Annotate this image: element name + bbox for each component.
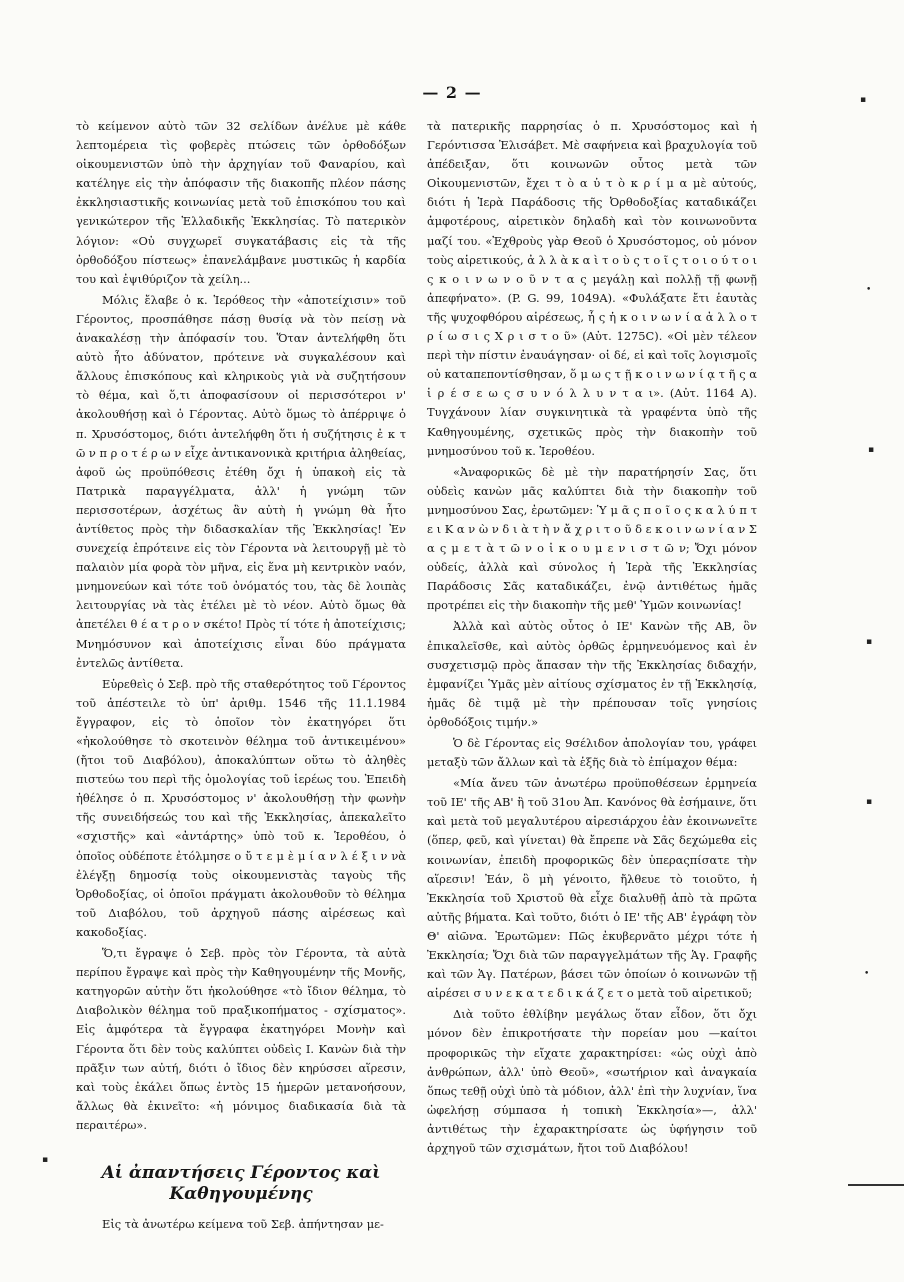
scan-line	[848, 1184, 904, 1186]
page-number: — 2 —	[422, 83, 482, 102]
paragraph: Ὁ δὲ Γέροντας εἰς 9σέλιδον ἀπολογίαν του, γράφει μεταξὺ τῶν ἄλλων καὶ τὰ ἑξῆς διὰ τὸ ἐπίμαχον θέμα:	[427, 736, 757, 770]
scan-speck: ▪	[866, 637, 873, 647]
paragraph: τὸ κείμενον αὐτὸ τῶν 32 σελίδων ἀνέλυε μὲ κάθε λεπτομέρεια τὶς φοβερὲς πτώσεις τῶν ὀρθοδόξων οἰκουμενιστῶν ὑπὸ τὴν ἀρχηγίαν τοῦ Φαναρίου, καὶ κατέληγε εἰς τὴν ἀπόφασιν τῆς διακοπῆς πλέον πάσης ἐκκλησιαστικῆς κοινωνίας μετὰ τοῦ ἐπισκόπου του καὶ γενικώτερον τῆς Ἑλλαδικῆς Ἐκκλησίας. Τὸ πατερικὸν λόγιον: «Οὐ συγχωρεῖ συγκατάβασις εἰς τὰ τῆς ὀρθοδόξου πίστεως» ἐπανελάμβανε μυστικῶς ἡ καρδία του καὶ ἐψιθύριζον τὰ χείλη...	[76, 119, 406, 286]
scan-speck: ▪	[866, 797, 873, 807]
paragraph: «Μία ἄνευ τῶν ἀνωτέρω προϋποθέσεων ἑρμηνεία τοῦ ΙΕ' τῆς ΑΒ' ἢ τοῦ 31ου Ἀπ. Κανόνος θὰ ἐσήμαινε, ὅτι καὶ μετὰ τοῦ μεγαλυτέρου αἱρεσιάρχου ἐὰν ἐκοινωνεῖτε (ὅπερ, φεῦ, καὶ γίνεται) θὰ ἔπρεπε νὰ Σᾶς δεχώμεθα εἰς κοινωνίαν, ἐπειδὴ προφορικῶς δὲν ὑπεραςπίσατε τὴν αἵρεσιν! Ἐάν, ὃ μὴ γένοιτο, ἤλθευε τὸ τοιοῦτο, ἡ Ἐκκλησία τοῦ Χριστοῦ θὰ εἶχε διαλυθῇ ἀπὸ τὰ πρῶτα αὐτῆς βήματα. Καὶ τοῦτο, διότι ὁ ΙΕ' τῆς ΑΒ' ἐγράφη τὸν Θ' αἰῶνα. Ἐρωτῶμεν: Πῶς ἐκυβερνᾶτο μέχρι τότε ἡ Ἐκκλησία; Ὄχι διὰ τῶν παραγγελμάτων τῆς Ἁγ. Γραφῆς καὶ τῶν Ἁγ. Πατέρων, βάσει τῶν ὁποίων ὁ κοινωνῶν τῇ αἱρέσει σ υ ν ε κ α τ ε δ ι κ ά ζ ε τ ο μετὰ τοῦ αἱρετικοῦ;	[427, 776, 757, 1001]
scan-speck: ▪	[860, 95, 867, 105]
section-heading	[76, 1163, 406, 1205]
left-column	[76, 117, 406, 1234]
paragraph: Ὅ,τι ἔγραψε ὁ Σεβ. πρὸς τὸν Γέροντα, τὰ αὐτὰ περίπου ἔγραψε καὶ πρὸς τὴν Καθηγουμένην τῆς Μονῆς, κατηγορῶν αὐτὴν ὅτι ἠκολούθησε «τὸ ἴδιον θέλημα, τὸ Διαβολικὸν θέλημα τοῦ πραξικοπήματος - σχίσματος». Εἰς ἀμφότερα τὰ ἔγγραφα ἐκατηγόρει Μονὴν καὶ Γέροντα ὅτι δὲν τοὺς καλύπτει οὐδεὶς Ι. Κανὼν διὰ τὴν πρᾶξιν των αὐτή, διότι ὁ ἴδιος δὲν κηρύσσει αἵρεσιν, καὶ τοὺς ἐκάλει ὅπως ἐντὸς 15 ἡμερῶν μετανοήσουν, ἄλλως θὰ ἐκινεῖτο: «ἡ μόνιμος διαδικασία διὰ τὰ περαιτέρω».	[76, 946, 406, 1132]
paragraph: «Ἀναφορικῶς δὲ μὲ τὴν παρατήρησίν Σας, ὅτι οὐδεὶς κανὼν μᾶς καλύπτει διὰ τὴν διακοπὴν τοῦ μνημοσύνου Σας, ἐρωτῶμεν: Ὑ μ ᾶ ς π ο ῖ ο ς κ α λ ύ π τ ε ι Κ α ν ὼ ν δ ι ὰ τ ὴ ν ἄ χ ρ ι τ ο ῦ δ ε κ ο ι ν ω ν ί α ν Σ α ς μ ε τ ὰ τ ῶ ν ο ἰ κ ο υ μ ε ν ι σ τ ῶ ν; Ὄχι μόνον οὐδείς, ἀλλὰ καὶ σύνολος ἡ Ἱερὰ τῆς Ἐκκλησίας Παράδοσις Σᾶς καταδικάζει, ἐνῷ ἀντιθέτως ἡμᾶς προτρέπει εἰς τὴν διακοπὴν τῆς μεθ' Ὑμῶν κοινωνίας!	[427, 464, 757, 613]
scan-speck: •	[866, 285, 872, 295]
scan-speck: •	[864, 969, 870, 979]
paragraph: Εἰς τὰ ἀνωτέρω κείμενα τοῦ Σεβ. ἀπήντησαν με-	[102, 1216, 384, 1231]
paragraph: Ἀλλὰ καὶ αὐτὸς οὗτος ὁ ΙΕ' Κανὼν τῆς ΑΒ, ὃν ἐπικαλεῖσθε, καὶ αὐτὸς ὀρθῶς ἑρμηνευόμενος καὶ ἐν συσχετισμῷ πρὸς ἅπασαν τὴν τῆς Ἐκκλησίας διδαχήν, ἐμφανίζει Ὑμᾶς μὲν αἰτίους σχίσματος ἐν τῇ Ἐκκλησίᾳ, ἡμᾶς δὲ τιμᾷ μὲ τὴν πρέπουσαν τοῖς γνησίοις ὀρθοδόξοις τιμήν.»	[427, 619, 757, 729]
section-heading-line: Αἱ ἀπαντήσεις Γέροντος καὶ	[101, 1162, 381, 1183]
scan-speck: ▪	[868, 445, 875, 455]
paragraph: Εὑρεθεὶς ὁ Σεβ. πρὸ τῆς σταθερότητος τοῦ Γέροντος τοῦ ἀπέστειλε τὸ ὑπ' ἀριθμ. 1546 τῆς 11.1.1984 ἔγγραφον, εἰς τὸ ὁποῖον τὸν ἐκατηγόρει ὅτι «ἠκολούθησε τὸ σκοτεινὸν θέλημα τοῦ ἀντικειμένου» (ἤτοι τοῦ Διαβόλου), ἀποκαλύπτων οὕτω τὸ ἀληθὲς πιστεύω του περὶ τῆς ὁμολογίας τοῦ ἱερέως του. Ἐπειδὴ ἠθέλησε ὁ π. Χρυσόστομος ν' ἀκολουθήσῃ τὴν φωνὴν τῆς συνειδήσεώς του καὶ τῆς Ἐκκλησίας, ἀπεκαλεῖτο «σχιστῆς» καὶ «ἀντάρτης» ὑπὸ τοῦ κ. Ἱεροθέου, ὁ ὁποῖος οὐδέποτε ἐτόλμησε ο ὔ τ ε μ ὲ μ ί α ν λ έ ξ ι ν νὰ ἐλέγξῃ δημοσίᾳ τοὺς οἰκουμενιστὰς ταγοὺς τῆς Ὀρθοδοξίας, οἱ ὁποῖοι πράγματι ἀκολουθοῦν τὸ θέλημα τοῦ Διαβόλου, τοῦ ἀρχηγοῦ πάσης αἱρέσεως καὶ κακοδοξίας.	[76, 676, 406, 939]
section-heading-line: Καθηγουμένης	[169, 1183, 313, 1204]
paragraph: Διὰ τοῦτο ἐθλίβην μεγάλως ὅταν εἶδον, ὅτι ὄχι μόνον δὲν ἐπικροτήσατε τὴν πορείαν μου —καίτοι προφορικῶς τὴν εἴχατε χαρακτηρίσει: «ὡς οὐχὶ ἀπὸ ἀνθρώπων, ἀλλ' ὑπὸ Θεοῦ», «σωτήριον καὶ ἀναγκαία ὅπως τεθῇ οὐχὶ ὑπὸ τὰ μόδιον, ἀλλ' ἐπὶ τὴν λυχνίαν, ἵνα ὠφελήσῃ σύμπασα ἡ τοπικὴ Ἐκκλησία»—, ἀλλ' ἀντιθέτως τὴν ἐχαρακτηρίσατε ὡς ὑφήγησιν τοῦ ἀρχηγοῦ τῶν σχισμάτων, ἤτοι τοῦ Διαβόλου!	[427, 1007, 757, 1155]
right-column	[427, 117, 757, 1158]
scan-speck: ▪	[42, 1155, 49, 1165]
paragraph: Μόλις ἔλαβε ὁ κ. Ἱερόθεος τὴν «ἀποτείχισιν» τοῦ Γέροντος, προσπάθησε πάσῃ θυσίᾳ νὰ τὸν πείσῃ νὰ ἀνακαλέσῃ τὴν ἀπόφασίν του. Ὅταν ἀντελήφθη ὅτι αὐτὸ ἦτο ἀδύνατον, πρότεινε νὰ συγκαλέσουν καὶ ἄλλους ἐπισκόπους καὶ κληρικοὺς γιὰ νὰ συζητήσουν τὸ θέμα, καὶ ὅ,τι ἀποφασίσουν οἱ περισσότεροι ν' ἀκολουθήσῃ καὶ ὁ Γέροντας. Αὐτὸ ὅμως τὸ ἀπέρριψε ὁ π. Χρυσόστομος, διότι ἀντελήφθη ὅτι ἡ συζήτησις ἐ κ τ ῶ ν π ρ ο τ έ ρ ω ν εἶχε ἀντικανονικὰ κριτήρια ἀληθείας, ἀφοῦ ὡς προϋπόθεσις ἐτέθη ὄχι ἡ ὑπακοὴ εἰς τὰ Πατρικὰ παραγγέλματα, ἀλλ' ἡ γνώμη τῶν περισσοτέρων, ἀσχέτως ἂν αὐτὴ ἡ γνώμη θὰ ἦτο ἀντίθετος πρὸς τὴν διδασκαλίαν τῆς Ἐκκλησίας! Ἐν συνεχείᾳ ἐπρότεινε εἰς τὸν Γέροντα νὰ λειτουργῇ μὲ τὸ παλαιὸν μία φορὰ τὸν μῆνα, εἰς ἕνα μὴ κεντρικὸν ναόν, μνημονεύων καὶ τότε τοῦ ὀνόματός του, τὰς δὲ λοιπὰς λειτουργίας νὰ τὰς ἐτέλει μὲ τὸ νέον. Αὐτὸ ὅμως θὰ ἀπετέλει θ έ α τ ρ ο ν σκέτο! Πρὸς τί τότε ἡ ἀποτείχισις; Μνημόσυνον καὶ ἀποτείχισις εἶναι δύο πράγματα ἐντελῶς ἀντίθετα.	[76, 292, 406, 670]
paragraph: τὰ πατερικῆς παρρησίας ὁ π. Χρυσόστομος καὶ ἡ Γερόντισσα Ἐλισάβετ. Μὲ σαφήνεια καὶ βραχυλογία τοῦ ἀπέδειξαν, ὅτι κοινωνῶν οὗτος μετὰ τῶν Οἰκουμενιστῶν, ἔχει τ ὸ α ὐ τ ὸ κ ρ ί μ α μὲ αὐτούς, διότι ἡ Ἱερὰ Παράδοσις τῆς Ὀρθοδοξίας καταδικάζει ἀμφοτέρους, αἱρετικὸν δηλαδὴ καὶ τὸν κοινωνοῦντα μαζί του. «Ἐχθροὺς γὰρ Θεοῦ ὁ Χρυσόστομος, οὐ μόνον τοὺς αἱρετικούς, ἀ λ λ ὰ κ α ὶ τ ο ὺ ς τ ο ῖ ς τ ο ι ο ύ τ ο ι ς κ ο ι ν ω ν ο ῦ ν τ α ς μεγάλῃ καὶ πολλῇ τῇ φωνῇ ἀπεφήνατο». (P. G. 99, 1049A). «Φυλάξατε ἔτι ἑαυτὰς τῆς ψυχοφθόρου αἱρέσεως, ἧ ς ἡ κ ο ι ν ω ν ί α ἀ λ λ ο τ ρ ί ω σ ι ς Χ ρ ι σ τ ο ῦ» (Αὐτ. 1275C). «Οἱ μὲν τέλεον περὶ τὴν πίστιν ἐναυάγησαν· οἱ δέ, εἰ καὶ τοῖς λογισμοῖς οὐ καταπεποντίσθησαν, ὅ μ ω ς τ ῇ κ ο ι ν ω ν ί ᾳ τ ῆ ς α ἱ ρ έ σ ε ω ς σ υ ν ό λ λ υ ν τ α ι». (Αὐτ. 1164 Α). Τυγχάνουν λίαν συγκινητικὰ τὰ γραφέντα ὑπὸ τῆς Καθηγουμένης, σχετικῶς πρὸς τὴν διακοπὴν τοῦ μνημοσύνου τοῦ κ. Ἱεροθέου.	[427, 119, 757, 458]
